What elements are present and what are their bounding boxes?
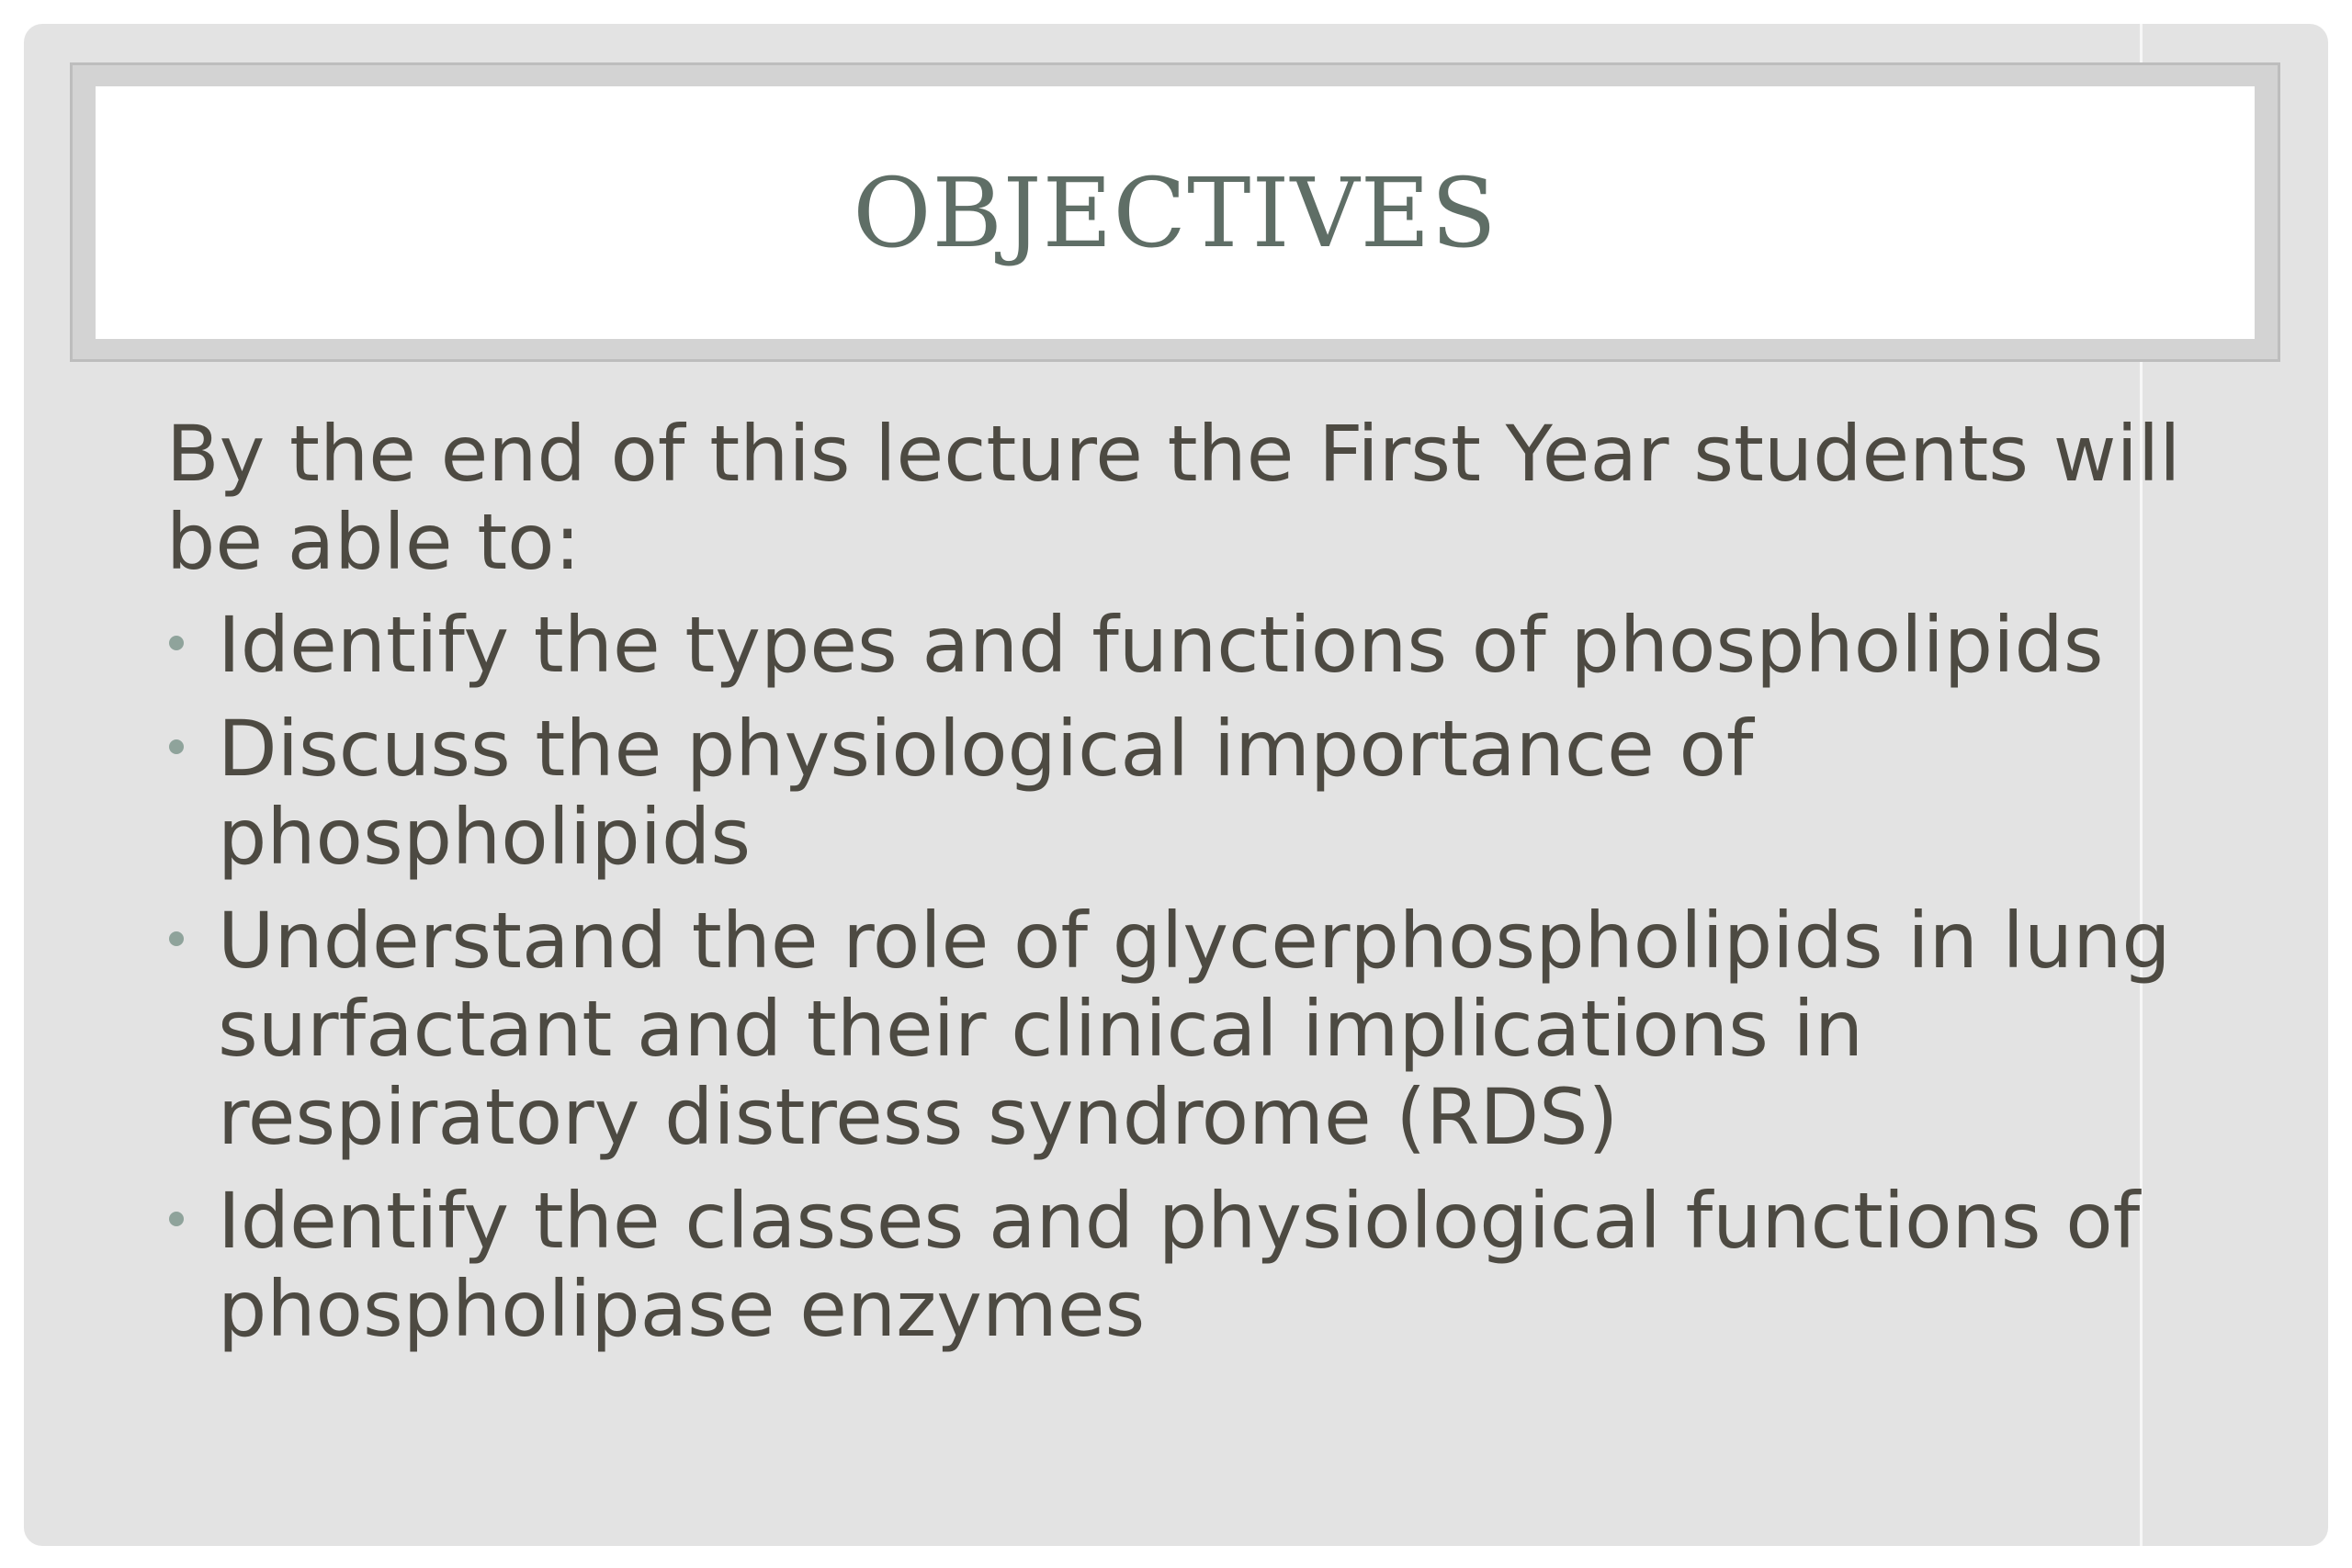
objective-item	[166, 897, 2243, 1161]
objective-item	[166, 1177, 2243, 1353]
bullet-icon	[169, 739, 184, 754]
slide	[24, 24, 2328, 1546]
objective-item	[166, 601, 2243, 689]
objective-item	[166, 705, 2243, 881]
bullet-icon	[169, 636, 184, 650]
bullet-icon	[169, 1212, 184, 1226]
slide-body	[166, 410, 2243, 1369]
objective-text: Identify the types and functions of phospholipids	[218, 600, 2104, 690]
title-box	[96, 86, 2255, 339]
title-frame	[70, 62, 2280, 362]
objective-text: Discuss the physiological importance of phospholipids	[218, 704, 1754, 882]
objectives-list	[166, 601, 2243, 1353]
objective-text: Understand the role of glycerphospholipids in lung surfactant and their clinical implications in respiratory distress syndrome (RDS)	[218, 896, 2171, 1162]
bullet-icon	[169, 931, 184, 946]
slide-title: OBJECTIVES	[853, 156, 1498, 269]
intro-text: By the end of this lecture the First Year students will be able to:	[166, 409, 2181, 587]
objective-text: Identify the classes and physiological functions of phospholipase enzymes	[218, 1176, 2141, 1354]
